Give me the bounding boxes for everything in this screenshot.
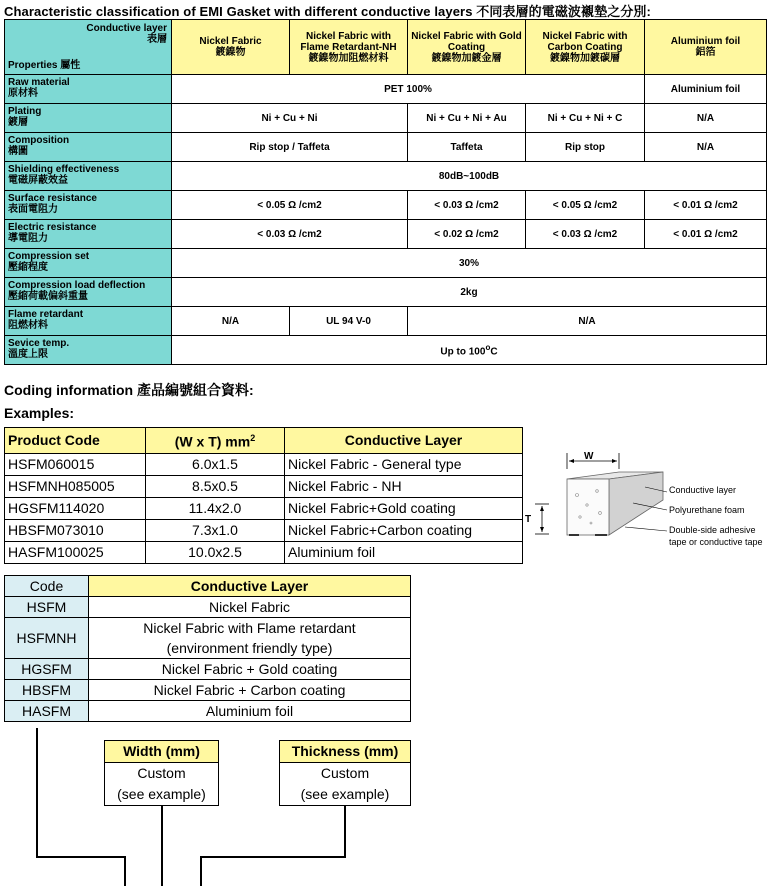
col-nickel-gold — [408, 20, 526, 75]
col-label-zh: 鍍鎳物加鍍金層 — [431, 52, 502, 64]
property-zh: 阻燃材料 — [8, 320, 48, 331]
corner-cell — [5, 20, 172, 75]
property-en: Raw material — [8, 77, 70, 88]
col-nickel-fabric — [172, 20, 290, 75]
conductive-layer: Nickel Fabric - General type — [285, 453, 523, 475]
adhesive-label-2: tape or conductive tape — [669, 537, 763, 547]
col-aluminium — [645, 20, 767, 75]
code-cell: HSFMNH — [5, 618, 89, 659]
value-cell: N/A — [645, 104, 767, 133]
connector-line-code — [36, 728, 38, 858]
value-cell: 2kg — [172, 278, 767, 307]
col-label-en: Nickel Fabric with Flame Retardant-NH — [300, 30, 397, 53]
col-label-en: Nickel Fabric with Carbon Coating — [542, 30, 628, 53]
product-code: HSFM060015 — [5, 453, 146, 475]
conductive-layer: Aluminium foil — [285, 541, 523, 563]
thickness-box-line1: Custom — [320, 765, 370, 781]
layer-cell — [89, 618, 411, 659]
value-cell: Rip stop — [526, 133, 645, 162]
property-en: Surface resistance — [8, 193, 97, 204]
property-en: Composition — [8, 135, 70, 146]
header-size-sup: 2 — [250, 433, 256, 443]
value-cell: < 0.03 Ω /cm2 — [408, 191, 526, 220]
header-size-label: (W x T) mm — [174, 433, 251, 450]
header-row — [5, 20, 767, 75]
col-nickel-nh — [290, 20, 408, 75]
row-flame-retardant — [5, 307, 767, 336]
conductive-layer: Nickel Fabric+Gold coating — [285, 497, 523, 519]
corner-top-zh: 表層 — [147, 34, 167, 45]
thickness-box-title: Thickness (mm) — [280, 741, 410, 763]
row-composition — [5, 133, 767, 162]
value-cell: < 0.02 Ω /cm2 — [408, 220, 526, 249]
t-label: T — [525, 514, 532, 525]
conductive-layer-label: Conductive layer — [669, 485, 737, 495]
col-label-zh: 鍍鎳物加鍍碳層 — [550, 52, 620, 64]
property-zh: 構圖 — [8, 146, 28, 157]
layer-cell: Aluminium foil — [89, 701, 411, 722]
page-title: Characteristic classification of EMI Gasket with different conductive layers 不同表層的電磁波襯墊之分別: — [4, 4, 651, 19]
property-zh: 壓縮荷載偏斜重量 — [8, 291, 88, 302]
value-cell — [172, 336, 767, 365]
product-code: HGSFM114020 — [5, 497, 146, 519]
row-surface-resistance — [5, 191, 767, 220]
col-label-zh: 鋁箔 — [695, 47, 716, 58]
value-cell: Ni + Cu + Ni + Au — [408, 104, 526, 133]
table-row — [5, 475, 523, 497]
conductive-layer: Nickel Fabric+Carbon coating — [285, 519, 523, 541]
corner-bottom: Properties 屬性 — [8, 60, 81, 71]
row-service-temp — [5, 336, 767, 365]
connector-line-thickness-down — [200, 856, 202, 886]
row-compression-set — [5, 249, 767, 278]
product-code: HSFMNH085005 — [5, 475, 146, 497]
size: 8.5x0.5 — [146, 475, 285, 497]
header-size — [146, 428, 285, 454]
property-zh: 鍍層 — [8, 117, 28, 128]
property-label — [5, 307, 172, 336]
connector-line-thickness-h — [200, 856, 346, 858]
w-label: W — [584, 451, 594, 462]
value-cell: Ni + Cu + Ni + C — [526, 104, 645, 133]
value-cell: < 0.03 Ω /cm2 — [172, 220, 408, 249]
col-nickel-carbon — [526, 20, 645, 75]
value-cell: 30% — [172, 249, 767, 278]
polyurethane-foam-label: Polyurethane foam — [669, 505, 745, 515]
width-box — [104, 740, 219, 806]
property-label — [5, 220, 172, 249]
property-en: Electric resistance — [8, 222, 97, 233]
value-cell: N/A — [645, 133, 767, 162]
value-cell: PET 100% — [172, 75, 645, 104]
size: 7.3x1.0 — [146, 519, 285, 541]
layer-cell: Nickel Fabric + Carbon coating — [89, 680, 411, 701]
property-zh: 電磁屏蔽效益 — [8, 175, 68, 186]
table-row — [5, 618, 411, 659]
classification-table — [4, 19, 767, 365]
adhesive-label: Double-side adhesive — [669, 525, 756, 535]
examples-header-row — [5, 428, 523, 454]
conductive-layer: Nickel Fabric - NH — [285, 475, 523, 497]
property-label — [5, 75, 172, 104]
table-row — [5, 659, 411, 680]
property-zh: 原材料 — [8, 88, 38, 99]
property-en: Flame retardant — [8, 309, 84, 320]
gasket-diagram — [525, 447, 773, 557]
value-cell: < 0.05 Ω /cm2 — [526, 191, 645, 220]
code-cell: HASFM — [5, 701, 89, 722]
layer-cell: Nickel Fabric + Gold coating — [89, 659, 411, 680]
code-cell: HSFM — [5, 597, 89, 618]
property-en: Shielding effectiveness — [8, 164, 120, 175]
row-electric-resistance — [5, 220, 767, 249]
col-label-en: Nickel Fabric with Gold Coating — [411, 30, 522, 53]
property-en: Plating — [8, 106, 42, 117]
property-en: Compression set — [8, 251, 90, 262]
value-cell: UL 94 V-0 — [290, 307, 408, 336]
width-box-line1: Custom — [137, 765, 186, 781]
code-table — [4, 575, 411, 722]
value-cell: Rip stop / Taffeta — [172, 133, 408, 162]
table-row — [5, 541, 523, 563]
table-row — [5, 453, 523, 475]
product-code: HBSFM073010 — [5, 519, 146, 541]
property-zh: 表面電阻力 — [8, 204, 58, 215]
property-en: Compression load deflection — [8, 280, 146, 291]
col-label-zh: 鍍鎳物加阻燃材料 — [308, 52, 389, 64]
value-cell: 80dB~100dB — [172, 162, 767, 191]
value-cell: < 0.01 Ω /cm2 — [645, 220, 767, 249]
col-label-en: Nickel Fabric — [199, 36, 262, 47]
value-cell: N/A — [172, 307, 290, 336]
value-cell: < 0.03 Ω /cm2 — [526, 220, 645, 249]
col-label-en: Aluminium foil — [670, 36, 741, 47]
width-box-title: Width (mm) — [105, 741, 218, 763]
size: 11.4x2.0 — [146, 497, 285, 519]
temp-value: Up to 100 — [440, 346, 486, 358]
value-cell: Ni + Cu + Ni — [172, 104, 408, 133]
row-raw-material — [5, 75, 767, 104]
header-conductive-layer: Conductive Layer — [285, 428, 523, 454]
size: 10.0x2.5 — [146, 541, 285, 563]
property-label — [5, 336, 172, 365]
property-zh: 導電阻力 — [8, 233, 48, 244]
header-code: Code — [5, 576, 89, 597]
property-label — [5, 278, 172, 307]
table-row — [5, 680, 411, 701]
temp-degree: o — [485, 343, 491, 353]
corner-top-en: Conductive layer — [86, 23, 167, 34]
connector-line-thickness — [344, 806, 346, 858]
connector-line-code-down — [124, 856, 126, 886]
gasket-front-face — [567, 479, 609, 535]
layer-line-2: (environment friendly type) — [166, 640, 333, 656]
temp-unit: C — [490, 346, 498, 358]
examples-table — [4, 427, 523, 564]
row-plating — [5, 104, 767, 133]
row-compression-load — [5, 278, 767, 307]
property-label — [5, 162, 172, 191]
layer-line-1: Nickel Fabric with Flame retardant — [143, 620, 356, 636]
property-label — [5, 249, 172, 278]
property-label — [5, 104, 172, 133]
property-zh: 壓縮程度 — [8, 262, 48, 273]
size: 6.0x1.5 — [146, 453, 285, 475]
value-cell: N/A — [408, 307, 767, 336]
connector-line-width — [161, 806, 163, 886]
value-cell: < 0.05 Ω /cm2 — [172, 191, 408, 220]
examples-heading: Examples: — [4, 405, 75, 421]
coding-heading: Coding information 產品編號組合資料: — [4, 382, 254, 398]
property-label — [5, 191, 172, 220]
table-row — [5, 519, 523, 541]
value-cell: Aluminium foil — [645, 75, 767, 104]
code-cell: HBSFM — [5, 680, 89, 701]
property-label — [5, 133, 172, 162]
value-cell: Taffeta — [408, 133, 526, 162]
width-box-line2: (see example) — [117, 786, 206, 802]
header-product-code: Product Code — [5, 428, 146, 454]
col-label-zh: 鍍鎳物 — [215, 47, 246, 58]
property-zh: 溫度上限 — [8, 349, 48, 360]
value-cell: < 0.01 Ω /cm2 — [645, 191, 767, 220]
header-conductive-layer: Conductive Layer — [89, 576, 411, 597]
connector-line-code-h — [36, 856, 126, 858]
row-shielding — [5, 162, 767, 191]
table-row — [5, 701, 411, 722]
thickness-box — [279, 740, 411, 806]
thickness-box-line2: (see example) — [300, 786, 390, 802]
property-en: Sevice temp. — [8, 338, 70, 349]
table-row — [5, 597, 411, 618]
product-code: HASFM100025 — [5, 541, 146, 563]
code-cell: HGSFM — [5, 659, 89, 680]
table-row — [5, 497, 523, 519]
layer-cell: Nickel Fabric — [89, 597, 411, 618]
code-header-row — [5, 576, 411, 597]
